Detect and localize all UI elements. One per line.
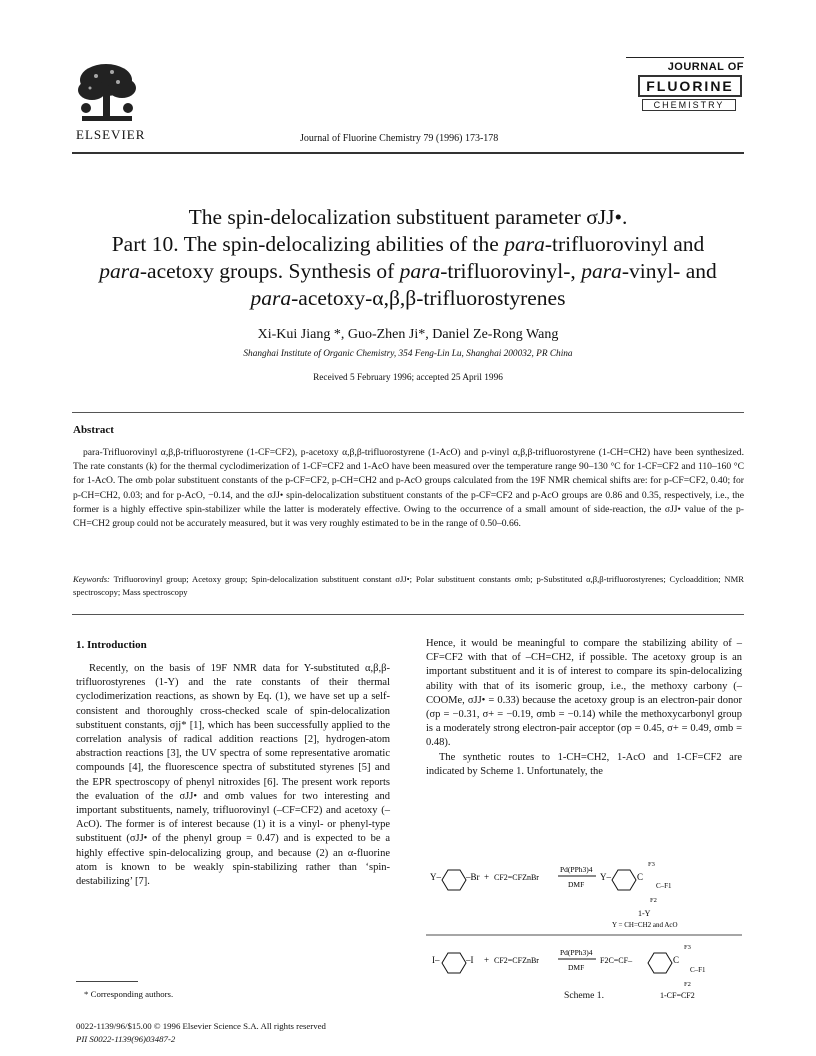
copyright-line-2: PII S0022-1139(96)03487-2 xyxy=(76,1034,176,1044)
r1-product-name: 1-Y xyxy=(638,909,651,918)
r2-product-prefix: F2C=CF– xyxy=(600,956,633,965)
r1-product-y: Y– xyxy=(600,872,611,882)
affiliation: Shanghai Institute of Organic Chemistry, 354 Feng-Lin Lu, Shanghai 200032, PR China xyxy=(243,349,573,359)
r1-cf1: C–F1 xyxy=(656,882,672,890)
abstract-top-divider xyxy=(72,412,744,413)
keywords-label: Keywords: xyxy=(73,574,110,584)
brand-line-1: JOURNAL OF xyxy=(667,61,744,73)
r2-plus: + xyxy=(484,955,490,965)
r1-f2: F2 xyxy=(650,897,657,904)
abstract-text: para-Trifluorovinyl α,β,β-trifluorostyrene (1-CF=CF2), p-acetoxy α,β,β-trifluorostyrene (1-AcO) and p-vinyl α,β,β-trifluorostyrene (1-CH=CH2) have been synthesized. The rate constants (k) for the thermal cyclodimerization of 1-CF=CF2 and 1-AcO have been measured over the temperature range 90–130 °C for 1-CF=CF2 and 110–160 °C for 1-AcO. The σmb polar substituent constants of the p-CF=CF2, p-CH=CH2 and p-AcO groups calculated from the 19F NMR chemical shifts are: for p-CF=CF2, 0.40; for p-CH=CH2, 0.03; and for p-AcO, −0.14, and the σJJ• spin-delocalization substituent constants of the p-CF=CF2 and p-AcO groups are 0.86 and 0.35, respectively, i.e., the former is a highly effective spin-stabilizer while the latter is moderately effective. Owing to the occurrence of a small amount of side-reaction, the σJJ• value of the p-CH=CH2 group could not be accurately measured, but it was very roughly estimated to be in the range of 0.50–0.66. xyxy=(73,447,744,530)
r1-solvent: DMF xyxy=(568,880,585,889)
r1-plus: + xyxy=(484,872,490,882)
author-list: Xi-Kui Jiang *, Guo-Zhen Ji*, Daniel Ze-Rong Wang xyxy=(257,327,559,342)
r2-reagent: CF2=CFZnBr xyxy=(494,956,539,965)
section-heading-introduction: 1. Introduction xyxy=(76,639,147,651)
intro-right-column xyxy=(426,637,742,779)
r2-catalyst: Pd(PPh3)4 xyxy=(560,948,593,957)
r1-reactant-benzene-ring xyxy=(442,870,466,890)
title-line-4: para-acetoxy-α,β,β-trifluorostyrenes xyxy=(250,286,566,310)
copyright-line-1: 0022-1139/96/$15.00 © 1996 Elsevier Science S.A. All rights reserved xyxy=(76,1021,326,1031)
received-dates: Received 5 February 1996; accepted 25 April 1996 xyxy=(313,373,503,383)
scheme-1-diagram xyxy=(426,860,742,1000)
r1-catalyst: Pd(PPh3)4 xyxy=(560,865,593,874)
r2-reactant-benzene-ring xyxy=(442,953,466,973)
footnote-divider xyxy=(76,981,138,982)
r1-product-benzene-ring xyxy=(612,870,636,890)
intro-right-paragraph-2: The synthetic routes to 1-CH=CH2, 1-AcO and 1-CF=CF2 are indicated by Scheme 1. Unfortunately, the xyxy=(426,751,742,777)
r2-f2: F2 xyxy=(684,981,691,988)
r1-reagent: CF2=CFZnBr xyxy=(494,873,539,882)
r1-f3: F3 xyxy=(648,861,655,868)
header-divider xyxy=(72,152,744,154)
r2-reactant-label: I– xyxy=(432,955,440,965)
intro-right-paragraph-1: Hence, it would be meaningful to compare the stabilizing ability of –CF=CF2 with that of –CH=CH2, if possible. The acetoxy group is an important substituent and it is of interest to compare its spin-delocalizing ability with that of its isomeric group, i.e., the methoxy carbony (–COOMe, σJJ• = 0.33) because the acetoxy group is an electron-pair donor (σp = −0.31, σ+ = −0.19, σmb = −0.14) while the methoxycarbonyl group is a moderately strong electron-pair acceptor (σp = 0.45, σ+ = 0.49, σmb = 0.48). xyxy=(426,638,742,749)
intro-left-column: Recently, on the basis of 19F NMR data for Y-substituted α,β,β-trifluorostyrenes (1-Y) and the rate constants of their thermal cyclodimerization reactions, as shown by Eq. (1), we have set up a self-consistent and thoroughly cross-checked scale of spin-delocalization substituent constants, σjj* [1], which has been successfully applied to the correlation analysis of radical addition reactions [2], hydrogen-atom abstraction reactions [3], the UV spectra of some representative aromatic compounds [4], the fluorescence spectra of substituted styrenes [5] and the EPR spectroscopy of phenyl nitroxides [6]. The present work reports the evaluation of the σJJ• and σmb values for two interesting and important substituents, namely, trifluorovinyl (–CF=CF2) and acetoxy (–AcO). The former is of interest because (1) it is a vinyl- or phenyl-type substituent (σJJ• of the phenyl group = 0.47) and is expected to be a highly effective spin-delocalizing group, and because (2) an α-fluorine atom is known to be weakly spin-stabilizing rather than ‘spin-destabilizing’ [7]. xyxy=(76,663,390,888)
keywords-text: Trifluorovinyl group; Acetoxy group; Spin-delocalization substituent constant σJJ•; Polar substituent constants σmb; p-Substituted α,β,β-trifluorostyrenes; Cycloaddition; NMR spectroscopy; Mass spectroscopy xyxy=(73,574,744,597)
copyright-block xyxy=(76,1020,326,1046)
r2-product-c-label: C xyxy=(673,955,680,965)
r2-solvent: DMF xyxy=(568,963,585,972)
footnote: * Corresponding authors. xyxy=(84,989,174,999)
r1-halide-label: –Br xyxy=(466,872,480,882)
r1-product-note: Y = CH=CH2 and AcO xyxy=(612,921,678,929)
title-line-3: para-acetoxy groups. Synthesis of para-trifluorovinyl-, para-vinyl- and xyxy=(99,259,717,283)
article-title xyxy=(72,204,744,312)
r2-cf1: C–F1 xyxy=(690,966,706,974)
brand-line-2: FLUORINE xyxy=(638,75,742,97)
r2-halide-label: –I xyxy=(466,955,474,965)
brand-line-3: CHEMISTRY xyxy=(642,99,736,111)
r2-product-name: 1-CF=CF2 xyxy=(660,991,695,1000)
abstract-bottom-divider xyxy=(72,614,744,615)
journal-brand-logo xyxy=(626,57,744,145)
abstract-heading: Abstract xyxy=(73,424,114,436)
scheme-caption: Scheme 1. xyxy=(564,990,604,1001)
journal-reference: Journal of Fluorine Chemistry 79 (1996) 173-178 xyxy=(300,133,499,144)
publisher-name: ELSEVIER xyxy=(76,127,146,142)
r1-product-c-label: C xyxy=(637,872,644,882)
r2-product-benzene-ring xyxy=(648,953,672,973)
r2-f3: F3 xyxy=(684,944,691,951)
elsevier-tree-logo xyxy=(72,58,142,128)
keywords xyxy=(73,573,744,598)
title-line-2: Part 10. The spin-delocalizing abilities of the para-trifluorovinyl and xyxy=(111,232,705,256)
title-line-1: The spin-delocalization substituent parameter σJJ•. xyxy=(188,205,628,229)
r1-reactant-label: Y– xyxy=(430,872,441,882)
